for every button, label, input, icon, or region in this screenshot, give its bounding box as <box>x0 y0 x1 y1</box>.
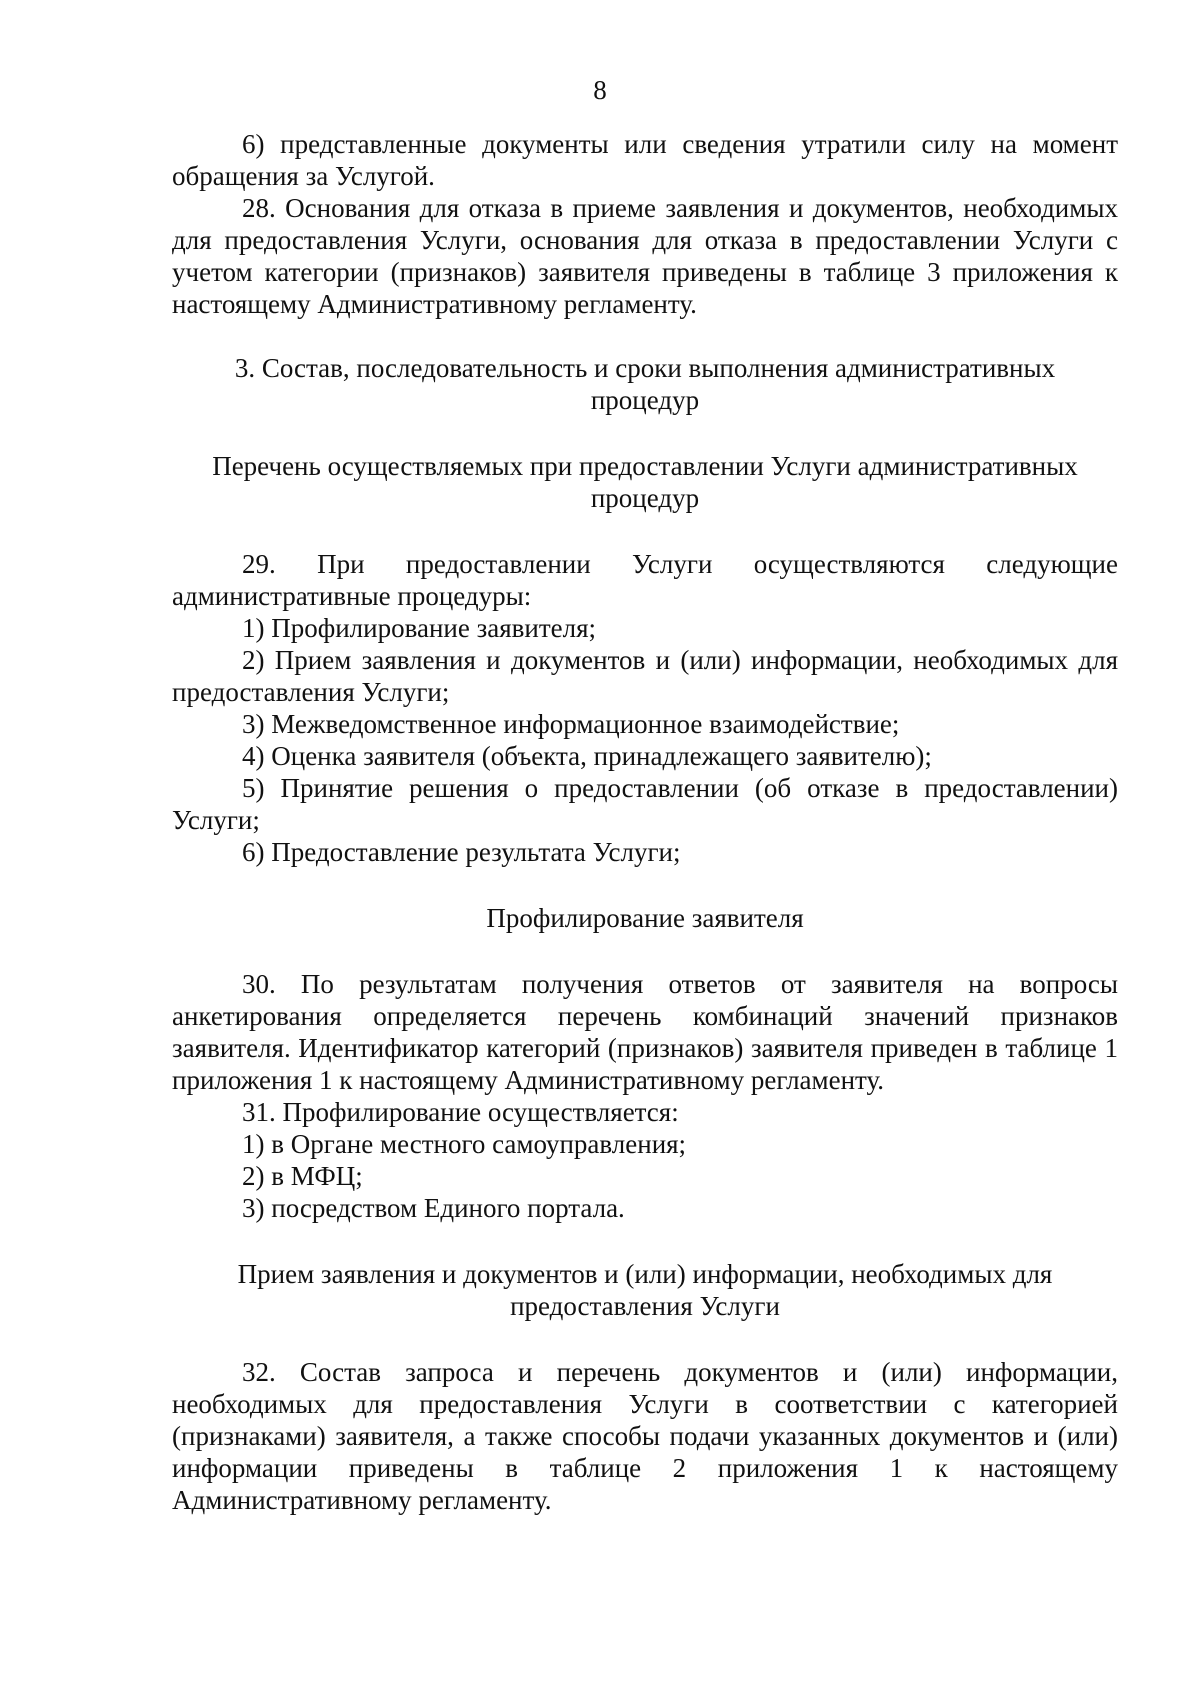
subheading-profiling: Профилирование заявителя <box>486 903 804 933</box>
section-heading-3 <box>172 352 1118 416</box>
paragraph-29: 29. При предоставлении Услуги осуществляются следующие административные процедуры: <box>172 549 1118 611</box>
section-heading-3-line2: процедур <box>590 385 700 415</box>
page-number: 8 <box>593 75 607 105</box>
paragraph-28: 28. Основания для отказа в приеме заявления и документов, необходимых для предоставления Услуги, основания для отказа в предоставлении Услуги с учетом категории (признаков) заявителя приведены в таблице 3 приложения к настоящему Административному регламенту. <box>172 193 1118 319</box>
document-body <box>172 128 1118 1516</box>
paragraph-6-item: 6) представленные документы или сведения утратили силу на момент обращения за Услугой. <box>172 129 1118 191</box>
list-item: 5) Принятие решения о предоставлении (об отказе в предоставлении) Услуги; <box>172 773 1118 835</box>
list-item: 3) посредством Единого портала. <box>242 1193 625 1223</box>
subheading-reception <box>172 1258 1118 1322</box>
list-item: 3) Межведомственное информационное взаимодействие; <box>242 709 900 739</box>
section-heading-3-line1: 3. Состав, последовательность и сроки выполнения административных <box>234 353 1056 383</box>
paragraph-31: 31. Профилирование осуществляется: <box>242 1097 679 1127</box>
list-item: 1) Профилирование заявителя; <box>242 613 597 643</box>
list-item: 6) Предоставление результата Услуги; <box>242 837 681 867</box>
list-item: 2) в МФЦ; <box>242 1161 363 1191</box>
subheading-reception-line2: предоставления Услуги <box>510 1291 780 1321</box>
list-item: 2) Прием заявления и документов и (или) информации, необходимых для предоставления Услуги; <box>172 645 1118 707</box>
subheading-reception-line1: Прием заявления и документов и (или) информации, необходимых для <box>237 1259 1053 1289</box>
subheading-procedures-list <box>172 450 1118 514</box>
list-item: 4) Оценка заявителя (объекта, принадлежащего заявителю); <box>242 741 932 771</box>
paragraph-32: 32. Состав запроса и перечень документов и (или) информации, необходимых для предоставления Услуги в соответствии с категорией (признаками) заявителя, а также способы подачи указанных документов и (или) информации приведены в таблице 2 приложения 1 к настоящему Административному регламенту. <box>172 1357 1118 1515</box>
paragraph-30: 30. По результатам получения ответов от заявителя на вопросы анкетирования определяется перечень комбинаций значений признаков заявителя. Идентификатор категорий (признаков) заявителя приведен в таблице 1 приложения 1 к настоящему Административному регламенту. <box>172 969 1118 1095</box>
list-item: 1) в Органе местного самоуправления; <box>242 1129 687 1159</box>
subheading-procedures-list-line2: процедур <box>590 483 700 513</box>
subheading-procedures-list-line1: Перечень осуществляемых при предоставлении Услуги административных <box>212 451 1078 481</box>
